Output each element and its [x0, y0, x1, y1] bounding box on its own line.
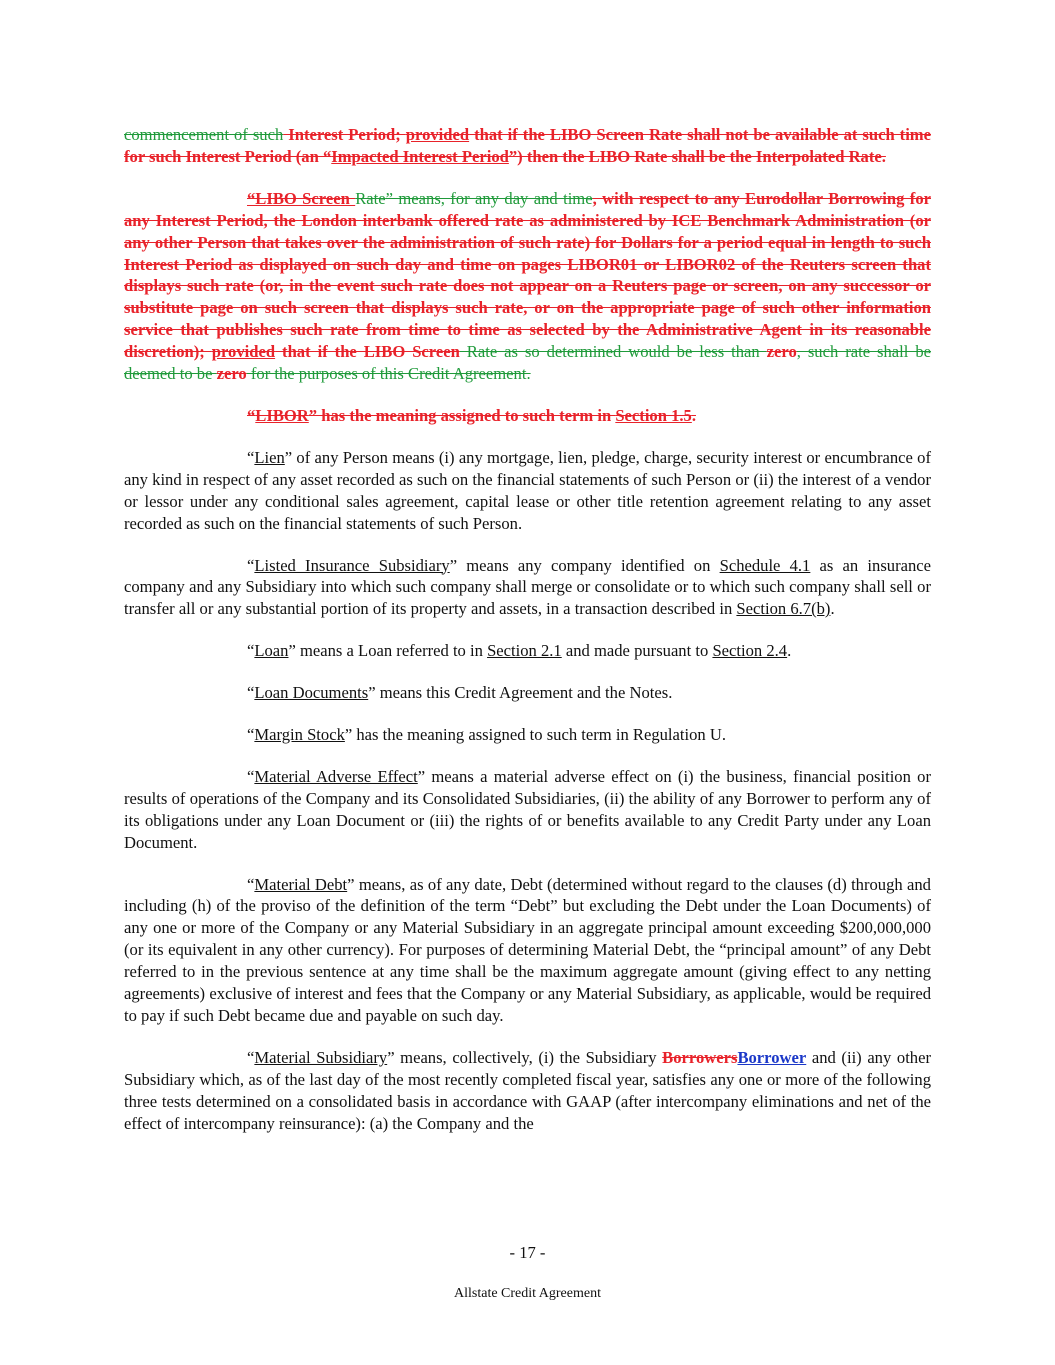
page-number: - 17 -	[509, 1243, 546, 1262]
paragraph-loan	[124, 640, 931, 662]
moved-text: commencement of such	[124, 125, 284, 144]
moved-text: Rate as so determined would be less than	[459, 342, 767, 362]
section-ref: Section 2.1	[487, 641, 562, 661]
paragraph-loan-documents	[124, 682, 931, 704]
paragraph-listed-insurance-subsidiary	[124, 555, 931, 621]
schedule-ref: Schedule 4.1	[719, 555, 811, 575]
deleted-defined-term: Impacted Interest Period	[331, 146, 509, 166]
deleted-text: that if the LIBO Screen	[275, 342, 460, 362]
document-body	[124, 124, 931, 1155]
deleted-text: ” has the meaning assigned to such term in	[308, 405, 616, 425]
deleted-text: zero	[216, 364, 247, 384]
quote-mark: “	[247, 725, 255, 745]
moved-text: ” means, for any day and time	[385, 188, 593, 208]
deleted-defined-term: LIBOR	[255, 405, 309, 425]
defined-term: Material Subsidiary	[254, 1047, 388, 1067]
deleted-text: “	[247, 405, 256, 425]
paragraph-material-subsidiary	[124, 1047, 931, 1135]
defined-term: Loan Documents	[254, 683, 369, 703]
deleted-text: zero	[766, 342, 797, 362]
deleted-text: provided	[405, 125, 470, 144]
deleted-text: Borrowers	[662, 1047, 738, 1067]
section-ref: Section 2.4	[712, 641, 788, 661]
quote-mark: “	[247, 1047, 255, 1067]
paragraph-margin-stock	[124, 724, 931, 746]
paragraph-libor	[124, 405, 931, 427]
paragraph-libo-screen-rate	[124, 188, 931, 385]
quote-mark: “	[247, 874, 255, 894]
deleted-text: , with respect to any Eurodollar Borrowing for any Interest Period, the London interbank offered rate as administered by ICE Benchmark Administration (or any other Person that takes over the administration of such rate) for Dollars for a period equal in length to such Interest Period as displayed on such day and time on pages LIBOR01 or LIBOR02 of the Reuters screen that displays such rate (or, in the event such rate does not appear on a Reuters page or screen, on any successor or substitute page on such screen that displays such rate, or on the appropriate page of such other information service that publishes such rate from time to time as selected by the Administrative Agent in its reasonable discretion);	[124, 188, 931, 362]
definition-text: ” means any company identified on	[449, 555, 720, 575]
definition-text: ” has the meaning assigned to such term in Regulation U.	[344, 725, 726, 745]
paragraph-lien	[124, 447, 931, 535]
quote-mark: “	[247, 683, 255, 703]
deleted-text: that if the LIBO Screen Rate shall not be available at such time for such Interest Period (an “	[124, 125, 931, 166]
definition-text: and (ii) any other Subsidiary which, as of the last day of the most recently completed fiscal year, satisfies any one or more of the following three tests determined on a consolidated basis in accordance with GAAP (after intercompany eliminations and net of the effect of intercompany reinsurance): (a) the Company and the	[124, 1047, 931, 1133]
definition-text: and made pursuant to	[561, 641, 713, 661]
paragraph-material-adverse-effect	[124, 766, 931, 854]
defined-term: Listed Insurance Subsidiary	[254, 555, 450, 575]
inserted-text: Borrower	[737, 1047, 807, 1067]
definition-text: ” means a material adverse effect on (i) the business, financial position or results of operations of the Company and its Consolidated Subsidiaries, (ii) the ability of any Borrower to perform any of its obligations under any Loan Document or (iii) the rights of or benefits available to any Credit Party under any Loan Document.	[124, 766, 931, 852]
definition-text: ” means this Credit Agreement and the Notes.	[368, 683, 673, 703]
definition-text: .	[787, 641, 792, 661]
definition-text: ” means, collectively, (i) the Subsidiary	[387, 1047, 663, 1067]
definition-text: as an insurance company and any Subsidiary into which such company shall merge or consolidate or to which such company shall sell or transfer all or any substantial portion of its property and assets, in a transaction described in	[124, 555, 931, 619]
definition-text: ” means a Loan referred to in	[288, 641, 488, 661]
defined-term: Loan	[254, 641, 289, 661]
moved-defined-term: Rate	[355, 188, 386, 208]
deleted-text: .	[691, 405, 696, 425]
quote-mark: “	[247, 766, 255, 786]
section-ref: Section 6.7(b)	[736, 599, 831, 619]
defined-term: Material Adverse Effect	[254, 766, 418, 786]
definition-text: ” of any Person means (i) any mortgage, lien, pledge, charge, security interest or encumbrance of any kind in respect of any asset recorded as such on the financial statements of such Person or (ii) the interest of a vendor or lessor under any conditional sales agreement, capital lease or other title retention agreement relating to any asset recorded as such on the financial statements of such Person.	[124, 447, 931, 533]
quote-mark: “	[247, 447, 255, 467]
definition-text: ” means, as of any date, Debt (determined without regard to the clauses (d) through and including (h) of the proviso of the definition of the term “Debt” but excluding the Debt under the Loan Documents) of any one or more of the Company or any Material Subsidiary in an aggregate principal amount exceeding $200,000,000 (or its equivalent in any other currency). For purposes of determining Material Debt, the “principal amount” of any Debt referred to in the previous sentence at any time shall be the maximum aggregate amount (giving effect to any netting agreements) exclusive of interest and fees that the Company or any Material Subsidiary, as applicable, would be required to pay if such Debt became due and payable on such day.	[124, 874, 931, 1025]
deleted-text: provided	[211, 342, 276, 362]
deleted-text: Interest Period;	[283, 125, 406, 144]
paragraph-libo-rate-continuation	[124, 124, 931, 168]
defined-term: Lien	[254, 447, 285, 467]
deleted-defined-term: “LIBO Screen	[247, 188, 356, 208]
quote-mark: “	[247, 555, 255, 575]
defined-term: Margin Stock	[254, 725, 345, 745]
paragraph-material-debt	[124, 874, 931, 1027]
moved-text: for the purposes of this Credit Agreement.	[246, 364, 531, 384]
definition-text: .	[830, 599, 835, 619]
deleted-text: ”) then the LIBO Rate shall be the Interpolated Rate.	[508, 146, 886, 166]
quote-mark: “	[247, 641, 255, 661]
deleted-section-ref: Section 1.5	[615, 405, 692, 425]
defined-term: Material Debt	[254, 874, 348, 894]
moved-text: , such rate shall be deemed to be	[124, 342, 931, 384]
document-footer-title: Allstate Credit Agreement	[454, 1286, 601, 1301]
